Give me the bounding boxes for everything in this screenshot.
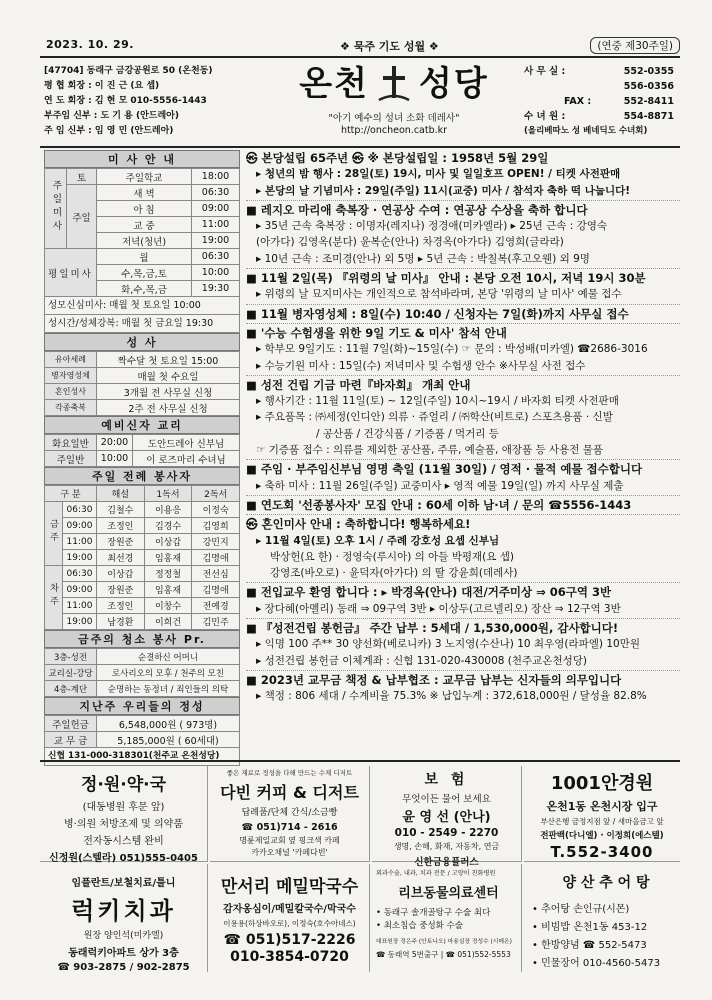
noodle-phone: ☎ 051)517-2226 — [223, 932, 356, 948]
notices-column — [246, 150, 680, 705]
server-time: 19:00 — [63, 550, 97, 566]
weekday-time: 19:30 — [192, 281, 240, 297]
weekday-name: 수,목,금,토 — [97, 265, 192, 281]
notice-line: ▸ 위령의 날 묘지미사는 개인적으로 참석바라며, 본당 '위령의 날 미사' 예물 접수 — [256, 288, 622, 301]
vet-tagline: 외과수술, 내과, 치과 전문 / 고양이 친화병원 — [376, 870, 496, 877]
optician-landmark: 부산은행 금정지점 앞 / 새마을금고 앞 — [540, 817, 664, 826]
notice-line: ▸ 11월 4일(토) 오후 1시 / 주례 강호성 요셉 신부님 — [256, 534, 500, 547]
sacrament-value: 2주 전 사무실 신청 — [97, 400, 240, 416]
cleaning-team: 순결하신 어머니 — [97, 649, 240, 665]
address-line: [47704] 동래구 금강공원로 50 (온천동) — [44, 66, 213, 76]
monthly-theme: ❖ 묵주 기도 성월 ❖ — [340, 40, 439, 53]
contact-block — [524, 64, 674, 139]
server-time: 06:30 — [63, 566, 97, 582]
noodle-mobile: 010-3854-0720 — [230, 949, 349, 965]
issue-date: 2023. 10. 29. — [46, 38, 134, 51]
sacrament-name: 혼인성사 — [45, 384, 97, 400]
sacrament-name: 각종축복 — [45, 400, 97, 416]
server-time: 11:00 — [63, 598, 97, 614]
vet-contact: ☎ 동래역 5번출구 | ☎ 051)552-5553 — [376, 950, 511, 959]
notice-line: ▸ 주요품목 : ㈜세정(인디안) 의류 · 쥬얼리 / ㈜학산(비트로) 스포츠용품 · 신발 — [256, 411, 613, 424]
cleaning-table — [44, 648, 240, 697]
notice-line: ☞ 기증품 접수 : 의류를 제외한 공산품, 주류, 예술품, 애장품 등 사용전 물품 — [256, 444, 604, 457]
sunday-mass-label: 주일미사 — [50, 180, 62, 234]
motto: "아기 예수의 성녀 소화 데레사" — [328, 113, 460, 124]
optician-owners: 전판백(다니엘) · 이정희(에스텔) — [540, 831, 664, 841]
mass-schedule-title: 미 사 안 내 — [44, 150, 240, 168]
server-cell: 정정철 — [144, 566, 192, 582]
convent-label: 수 녀 원 : — [524, 111, 566, 122]
mass-time: 18:00 — [192, 169, 240, 185]
notice-line: ▸ 청년의 밤 행사 : 28일(토) 19시, 미사 및 일일호프 OPEN! / 티켓 사전판매 — [256, 168, 621, 181]
offering-name: 교 무 금 — [45, 732, 97, 748]
server-time: 19:00 — [63, 614, 97, 630]
server-cell: 이정숙 — [192, 502, 240, 518]
left-column — [44, 150, 240, 766]
catechism-time: 10:00 — [97, 451, 133, 467]
convent-order: (올리베따노 성 베네딕도 수녀회) — [524, 126, 648, 136]
insurance-company: 신한금융플러스 — [414, 857, 479, 868]
notice-newcomers — [246, 584, 680, 617]
server-cell: 임홍재 — [144, 550, 192, 566]
weekday-time: 06:30 — [192, 249, 240, 265]
notice-head: ■ 2023년 교무금 책정 & 납부협조 : 교무금 납부는 신자들의 의무입니다 — [246, 672, 622, 687]
associate-priest: 부주임 신부 : 도 기 용 (안드레아) — [44, 111, 179, 121]
insurance-agent: 윤 영 선 (안나) — [402, 810, 491, 825]
notice-head: ■ 레지오 마리애 축복장 · 연공상 수여 : 연공상 수상을 축하 합니다 — [246, 202, 588, 217]
pharmacy-service: 병·의원 처방조제 및 의약품 — [64, 819, 183, 830]
notice-sick-communion: ■ 11월 병자영성체 : 8일(수) 10:40 / 신청자는 7일(화)까지 사무실 접수 — [246, 306, 629, 321]
notice-line: ▸ 학부모 9일기도 : 11월 7일(화)~15일(수) ☞ 문의 : 박성배(미카엘) ☎2686-3016 — [256, 343, 648, 356]
ad-noodle — [210, 864, 370, 972]
pharmacy-contact: 신정원(스텔라) 051)555-0405 — [49, 853, 198, 864]
ad-vet — [372, 864, 522, 972]
servers-head: 2독서 — [192, 486, 240, 502]
insurance-phone: 010 - 2549 - 2270 — [394, 827, 499, 839]
notice-wedding — [246, 516, 680, 581]
catechism-title: 예비신자 교리 — [44, 416, 240, 434]
catechism-day: 화요일반 — [45, 435, 97, 451]
ad-dental — [40, 864, 208, 972]
offering-name: 주일헌금 — [45, 716, 97, 732]
fax-label: FAX : — [564, 96, 592, 107]
vet-staff: 대표원장 정은주 (안토니오) 마용실장 정성수 (시메온) — [376, 939, 512, 945]
optician-name: 1001안경원 — [550, 773, 654, 794]
server-cell: 김민주 — [192, 614, 240, 630]
server-cell: 최선경 — [97, 550, 145, 566]
ad-insurance — [372, 766, 522, 868]
offering-table — [44, 715, 240, 748]
soup-name: 양 산 추 어 탕 — [562, 875, 650, 891]
offering-amount: 6,548,000원 ( 973명) — [97, 716, 240, 732]
server-cell: 조정인 — [97, 598, 145, 614]
insurance-types: 생명, 손해, 화재, 자동차, 연금 — [393, 842, 500, 851]
notice-line: ▸ 행사기간 : 11월 11일(토) ~ 12일(주일) 10시~19시 / 바자회 티켓 사전판매 — [256, 395, 619, 408]
mass-name: 주일학교 — [97, 169, 192, 185]
yeondo-president: 연 도 회장 : 김 현 모 010-5556-1443 — [44, 96, 207, 106]
server-cell: 김철수 — [97, 502, 145, 518]
notice-line: ▸ 장다혜(아멜리) 동래 ⇒ 09구역 3반 ▸ 이상두(고르넬리오) 장산 ⇒ 12구역 3반 — [256, 602, 621, 615]
notice-line: ▸ 성전건립 봉헌금 이체계좌 : 신협 131-020-430008 (천주교온천성당) — [256, 654, 587, 667]
server-cell: 장원준 — [97, 534, 145, 550]
server-cell: 김영희 — [192, 518, 240, 534]
mass-time: 11:00 — [192, 217, 240, 233]
notice-line: ▸ 축하 미사 : 11월 26일(주일) 교중미사 ▸ 영적 예물 19일(일) 까지 사무실 제출 — [256, 479, 624, 492]
server-cell: 김명애 — [192, 582, 240, 598]
soup-menu-1: • 추어탕 손인규(시몬) — [532, 904, 630, 915]
vet-name: 리브동물의료센터 — [398, 886, 499, 901]
notice-head: ■ 전입교우 환영 합니다 : ▸ 박경옥(안나) 대전/거주미상 ⇒ 06구역 3반 — [246, 585, 612, 600]
offering-account: 신협 131-000-318301(천주교 온천성당) — [44, 748, 240, 766]
dental-name: 럭키치과 — [71, 897, 176, 925]
office-label: 사 무 실 : — [524, 66, 566, 77]
noodle-menu: 감자옹심이/메밀칼국수/막국수 — [223, 904, 356, 915]
servers-table — [44, 485, 240, 630]
notice-head: ■ '수능 수험생을 위한 9일 기도 & 미사' 참석 안내 — [246, 325, 507, 340]
server-cell: 이창수 — [144, 598, 192, 614]
office-phone-1: 552-0355 — [623, 66, 674, 77]
insurance-title: 보 험 — [424, 772, 469, 788]
pastor: 주 임 신부 : 임 영 민 (안드레아) — [44, 126, 174, 136]
offering-amount: 5,185,000원 ( 60세대) — [97, 732, 240, 748]
server-time: 11:00 — [63, 534, 97, 550]
sacrament-name: 유아세례 — [45, 352, 97, 368]
dental-phone: ☎ 903-2875 / 902-2875 — [57, 962, 190, 973]
server-time: 09:00 — [63, 518, 97, 534]
cross-icon — [377, 64, 411, 104]
notice-line: 박상헌(요 한) · 정영숙(루시아) 의 아들 박평재(요 셉) — [270, 550, 514, 563]
cleaning-area: 3층-성전 — [45, 649, 97, 665]
notice-line: ▸ 35년 근속 축복장 : 이명자(레지나) 정경애(미카엘라) ▸ 25년 근속 : 강영숙 — [256, 220, 608, 233]
vet-feature: • 동래구 솔개골탕구 수술 최다 — [376, 908, 491, 918]
convent-phone: 554-8871 — [623, 111, 674, 122]
noodle-name: 만서리 메밀막국수 — [220, 877, 359, 897]
pharmacy-location: (대동병원 후문 앞) — [82, 802, 165, 813]
notice-head: ㉿ 본당설립 65주년 ㉿ ※ 본당설립일 : 1958년 5월 29일 — [246, 151, 549, 165]
mass-name: 저녁(청년) — [97, 233, 192, 249]
weekday-mass-label: 평일미사 — [48, 268, 93, 280]
brand-name-b: 성당 — [419, 64, 489, 104]
cleaning-team: 순명하는 동정녀 / 죄인들의 의탁 — [97, 681, 240, 697]
catechism-time: 20:00 — [97, 435, 133, 451]
dental-tagline: 임플란트/보철치료/틀니 — [71, 878, 176, 889]
website-link[interactable]: http://oncheon.catb.kr — [340, 125, 448, 136]
notice-line: ▸ 10년 근속 : 조미경(안나) 외 5명 ▸ 5년 근속 : 박칠복(후고오웬) 외 9명 — [256, 252, 590, 265]
mass-table — [44, 168, 240, 297]
parish-brand — [254, 62, 534, 136]
weekday-name: 화,수,목,금 — [97, 281, 192, 297]
liturgical-week: (연중 제30주일) — [590, 37, 680, 54]
notice-legio — [246, 202, 680, 267]
next-week-label: 차주 — [48, 583, 58, 609]
server-cell: 남경환 — [97, 614, 145, 630]
mass-time: 19:00 — [192, 233, 240, 249]
offering-title: 지난주 우리들의 정성 — [44, 697, 240, 715]
weekday-name: 월 — [97, 249, 192, 265]
cafe-kakao: 카카오채널 '카페다빈' — [251, 848, 328, 857]
masthead — [40, 56, 680, 148]
server-cell: 강민지 — [192, 534, 240, 550]
servers-head: 1독서 — [144, 486, 192, 502]
cleaning-area: 교리실-강당 — [45, 665, 97, 681]
mass-time: 06:30 — [192, 185, 240, 201]
office-phone-2: 556-0356 — [623, 81, 674, 92]
server-cell: 김명애 — [192, 550, 240, 566]
cleaning-title: 금주의 청소 봉사 Pr. — [44, 630, 240, 648]
notice-line: (아가다) 김영옥(분다) 윤복순(안나) 차경옥(아가다) 김영희(글라라) — [256, 236, 564, 249]
cafe-menu: 답례품/단체 간식/소금빵 — [241, 808, 338, 818]
sacrament-name: 병자영성체 — [45, 368, 97, 384]
server-cell: 조정인 — [97, 518, 145, 534]
this-week-label: 금주 — [48, 519, 58, 545]
ad-cafe — [210, 766, 370, 862]
ad-optician — [524, 766, 680, 862]
catechism-day: 주일반 — [45, 451, 97, 467]
server-cell: 전예경 — [192, 598, 240, 614]
notice-line: / 공산품 / 건강식품 / 기증품 / 먹거리 등 — [316, 427, 499, 440]
cafe-phone: ☎ 051)714 - 2616 — [241, 822, 338, 833]
notice-anniversary — [246, 150, 680, 199]
server-cell: 이상갑 — [144, 534, 192, 550]
weekday-time: 10:00 — [192, 265, 240, 281]
sacraments-table — [44, 351, 240, 416]
ads-area — [40, 760, 680, 972]
notice-line: 강영조(바오로) · 윤덕자(아가다) 의 딸 강윤희(데레사) — [270, 567, 518, 580]
catechism-teacher: 이 로즈마리 수녀님 — [133, 451, 240, 467]
catechism-table — [44, 434, 240, 467]
pharmacy-system: 전자동시스템 완비 — [83, 836, 164, 847]
cleaning-team: 로사리오의 모후 / 천주의 모친 — [97, 665, 240, 681]
server-time: 09:00 — [63, 582, 97, 598]
notice-head: ■ 11월 2일(목) 『위령의 날 미사』 안내 : 본당 오전 10시, 저녁 19시 30분 — [246, 271, 646, 286]
ad-loach-soup — [524, 864, 680, 972]
sat-label: 토 — [67, 169, 97, 185]
soup-menu-3: • 한방양념 ☎ 552-5473 — [532, 940, 647, 951]
cafe-tagline: 좋은 재료로 정성을 다해 만드는 수제 디저트 — [226, 769, 353, 777]
top-bar — [40, 36, 680, 54]
server-time: 06:30 — [63, 502, 97, 518]
dental-address: 동래럭키아파트 상가 3층 — [68, 948, 179, 959]
soup-menu-4: • 민물장어 010-4560-5473 — [532, 958, 661, 969]
insurance-slogan: 무엇이든 물어 보세요 — [402, 794, 491, 805]
server-cell: 임홍재 — [144, 582, 192, 598]
vet-feature: • 최소침습 중성화 수술 — [376, 921, 464, 931]
noodle-owners: 이용용(하상바오로), 이정숙(호수아네스) — [223, 919, 356, 928]
sacrament-value: 3개월 전 사무실 신청 — [97, 384, 240, 400]
cleaning-area: 4층-계단 — [45, 681, 97, 697]
notice-head: ■ 성전 건립 기금 마련『바자회』 개최 안내 — [246, 377, 471, 392]
catechism-teacher: 도안드레아 신부님 — [133, 435, 240, 451]
mass-time: 09:00 — [192, 201, 240, 217]
notice-line: ▸ 익명 100 주** 30 양선화(베로니카) 3 노지영(수산나) 10 최우영(라파엘) 10만원 — [256, 638, 640, 651]
ad-pharmacy — [40, 766, 208, 862]
marian-mass: 성모신심미사: 매월 첫 토요일 10:00 — [44, 297, 240, 315]
fax-number: 552-8411 — [623, 96, 674, 107]
notice-line: ▸ 책정 : 806 세대 / 수계비율 75.3% ※ 납입누계 : 372,618,000원 / 달성율 82.8% — [256, 690, 647, 703]
notice-head: ■ 『성전건립 봉헌금』 주간 납부 : 5세대 / 1,530,000원, 감사합니다! — [246, 621, 619, 636]
pharmacy-name: 정·원·약·국 — [80, 775, 167, 795]
server-cell: 전선심 — [192, 566, 240, 582]
notice-line: ▸ 수능기원 미사 : 15일(수) 저녁미사 및 수험생 안수 ※사무실 사전 접수 — [256, 359, 586, 372]
cafe-location: 명륜제일교회 옆 핑크색 카페 — [239, 836, 340, 845]
notice-building-fund — [246, 620, 680, 669]
cafe-name: 다빈 커피 & 디저트 — [220, 783, 359, 802]
notice-head: ■ 주임 · 부주임신부님 영명 축일 (11월 30일) / 영적 · 물적 예물 접수합니다 — [246, 462, 643, 477]
notice-feast-day — [246, 461, 680, 494]
servers-head: 해설 — [97, 486, 145, 502]
notice-exam-prayer — [246, 325, 680, 374]
server-cell: 이상갑 — [97, 566, 145, 582]
soup-menu-2: • 비빔밥 온천1동 453-12 — [532, 922, 648, 933]
mass-name: 교 중 — [97, 217, 192, 233]
sun-label: 주일 — [67, 185, 97, 249]
notice-bazaar — [246, 377, 680, 458]
sacrament-value: 매월 첫 수요일 — [97, 368, 240, 384]
server-cell: 이용응 — [144, 502, 192, 518]
council-president: 평 협 회장 : 이 진 근 (요 셉) — [44, 81, 160, 91]
sacrament-value: 짝수달 첫 토요일 15:00 — [97, 352, 240, 368]
notice-head: ㉿ 혼인미사 안내 : 축하합니다! 행복하세요! — [246, 517, 471, 532]
mass-name: 아 침 — [97, 201, 192, 217]
server-cell: 장원준 — [97, 582, 145, 598]
servers-head: 구 분 — [45, 486, 97, 502]
server-cell: 이희건 — [144, 614, 192, 630]
brand-name-a: 온천 — [299, 64, 369, 104]
optician-phone: T.552-3400 — [550, 843, 654, 861]
dental-director: 원장 양인석(미카엘) — [83, 931, 164, 941]
notice-dues — [246, 672, 680, 705]
parish-address — [44, 64, 239, 139]
servers-title: 주일 전례 봉사자 — [44, 467, 240, 485]
notice-yeondo: ■ 연도회 '선종봉사자' 모집 안내 : 60세 이하 남·녀 / 문의 ☎5556-1443 — [246, 497, 632, 512]
mass-name: 새 벽 — [97, 185, 192, 201]
holy-hour: 성시간/성체강복: 매월 첫 금요일 19:30 — [44, 315, 240, 333]
sacraments-title: 성 사 — [44, 333, 240, 351]
server-cell: 김경수 — [144, 518, 192, 534]
notice-all-souls — [246, 270, 680, 303]
optician-location: 온천1동 온천시장 입구 — [546, 800, 658, 813]
notice-line: ▸ 본당의 날 기념미사 : 29일(주일) 11시(교중) 미사 / 참석자 축하 떡 나눕니다! — [256, 184, 631, 197]
